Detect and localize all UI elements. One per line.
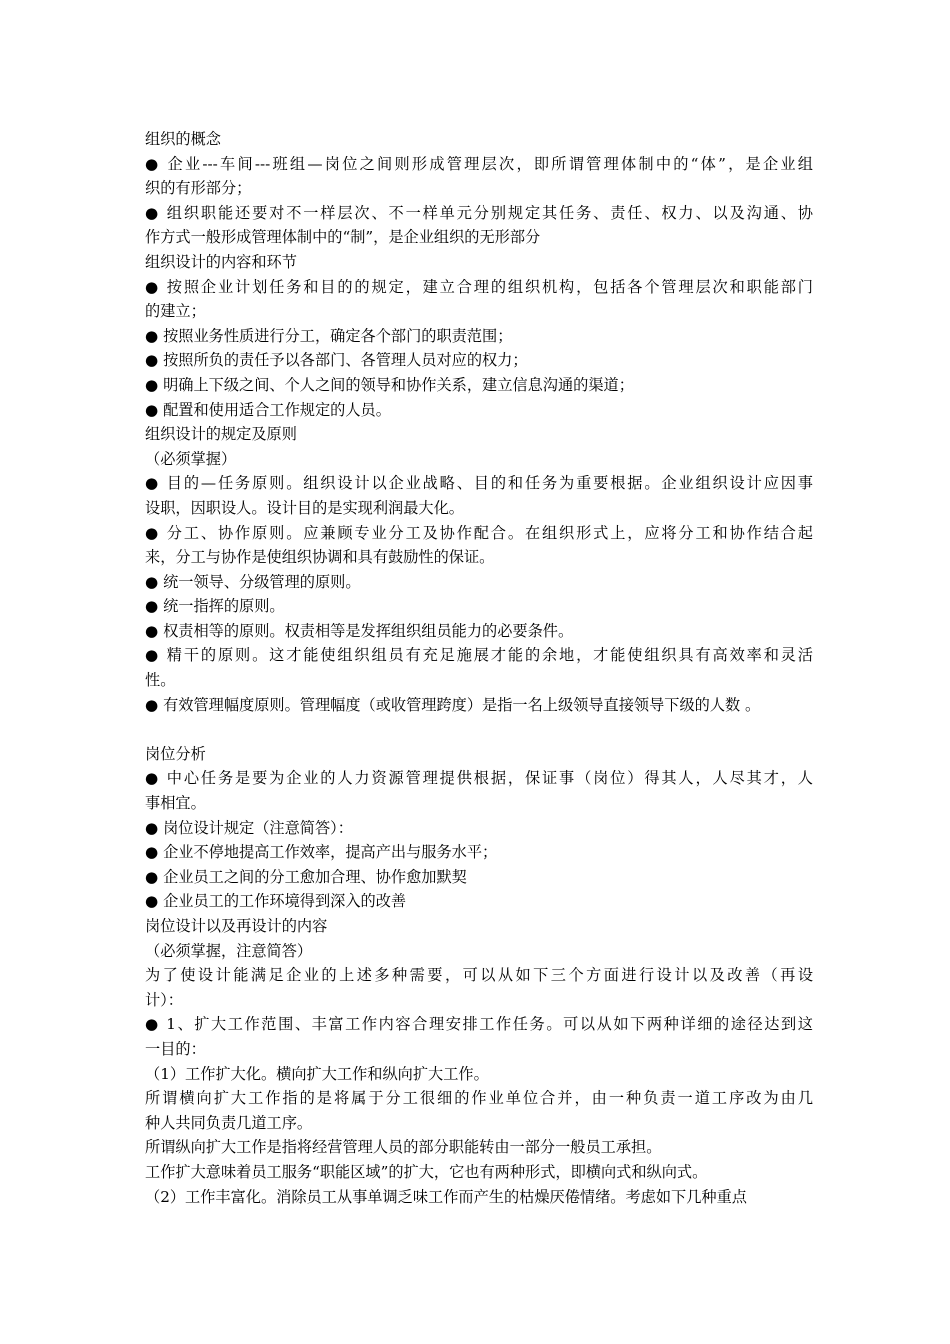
text-line: 设职，因职设人。设计目的是实现利润最大化。 <box>145 498 464 517</box>
text-line: 为了使设计能满足企业的上述多种需要，可以从如下三个方面进行设计以及改善（再设 <box>145 966 813 985</box>
text-line: 种人共同负责几道工序。 <box>145 1113 313 1132</box>
text-line: ● 明确上下级之间、个人之间的领导和协作关系，建立信息沟通的渠道； <box>145 375 634 394</box>
text-line: ● 岗位设计规定（注意简答）： <box>145 818 353 837</box>
text-line: 性。 <box>145 671 176 690</box>
text-line: ● 企业员工之间的分工愈加合理、协作愈加默契 <box>145 867 467 886</box>
text-line: ● 统一领导、分级管理的原则。 <box>145 572 361 591</box>
text-line: 所谓横向扩大工作指的是将属于分工很细的作业单位合并，由一种负责一道工序改为由几 <box>145 1089 813 1108</box>
text-line: ● 有效管理幅度原则。管理幅度（或收管理跨度）是指一名上级领导直接领导下级的人数 。 <box>145 695 761 714</box>
text-line: 作方式一般形成管理体制中的“制”，是企业组织的无形部分 <box>145 228 541 247</box>
text-line: （1）工作扩大化。横向扩大工作和纵向扩大工作。 <box>145 1064 489 1083</box>
text-line: 来，分工与协作是使组织协调和具有鼓励性的保证。 <box>145 548 495 567</box>
text-line: ● 企业员工的工作环境得到深入的改善 <box>145 892 407 911</box>
text-line: ● 组织职能还要对不一样层次、不一样单元分别规定其任务、责任、权力、以及沟通、协 <box>145 203 813 222</box>
text-line: 组织设计的规定及原则 <box>145 425 297 444</box>
text-line: ● 精干的原则。这才能使组织组员有充足施展才能的余地，才能使组织具有高效率和灵活 <box>145 646 813 665</box>
text-line: 岗位分析 <box>145 744 206 763</box>
text-line: ● 目的—任务原则。组织设计以企业战略、目的和任务为重要根据。企业组织设计应因事 <box>145 474 813 493</box>
text-line: 织的有形部分； <box>145 179 252 198</box>
text-line: 事相宜。 <box>145 794 206 813</box>
text-line: 一目的： <box>145 1039 206 1058</box>
text-line: ● 分工、协作原则。应兼顾专业分工及协作配合。在组织形式上，应将分工和协作结合起 <box>145 523 813 542</box>
text-line: ● 企业---车间---班组—岗位之间则形成管理层次，即所谓管理体制中的“体”，是企业组 <box>145 154 813 173</box>
document-body <box>145 127 813 1209</box>
text-line: ● 企业不停地提高工作效率，提高产出与服务水平； <box>145 843 498 862</box>
text-line: 组织的概念 <box>145 130 221 148</box>
text-line: （必须掌握，注意简答） <box>145 941 313 960</box>
text-line: ● 权责相等的原则。权责相等是发挥组织组员能力的必要条件。 <box>145 621 574 640</box>
text-line: 岗位设计以及再设计的内容 <box>145 917 328 935</box>
text-line: 工作扩大意味着员工服务“职能区域”的扩大，它也有两种形式，即横向式和纵向式。 <box>145 1162 708 1181</box>
text-line: （2）工作丰富化。消除员工从事单调乏味工作而产生的枯燥厌倦情绪。考虑如下几种重点 <box>145 1187 747 1206</box>
text-line: （必须掌握） <box>145 449 237 468</box>
blank-line <box>145 717 813 742</box>
text-line: 的建立； <box>145 302 206 321</box>
text-line: 计）： <box>145 990 183 1009</box>
text-line: ● 统一指挥的原则。 <box>145 597 285 616</box>
text-line: ● 按照所负的责任予以各部门、各管理人员对应的权力； <box>145 351 528 370</box>
text-line: ● 配置和使用适合工作规定的人员。 <box>145 400 391 419</box>
text-line: ● 按照企业计划任务和目的的规定，建立合理的组织机构，包括各个管理层次和职能部门 <box>145 277 813 296</box>
text-line: 组织设计的内容和环节 <box>145 252 297 271</box>
text-line: ● 中心任务是要为企业的人力资源管理提供根据，保证事（岗位）得其人，人尽其才，人 <box>145 769 813 788</box>
text-line: 所谓纵向扩大工作是指将经营管理人员的部分职能转由一部分一般员工承担。 <box>145 1138 662 1157</box>
text-line: ● 1、扩大工作范围、丰富工作内容合理安排工作任务。可以从如下两种详细的途径达到这 <box>145 1015 813 1034</box>
text-line: ● 按照业务性质进行分工，确定各个部门的职责范围； <box>145 326 513 345</box>
